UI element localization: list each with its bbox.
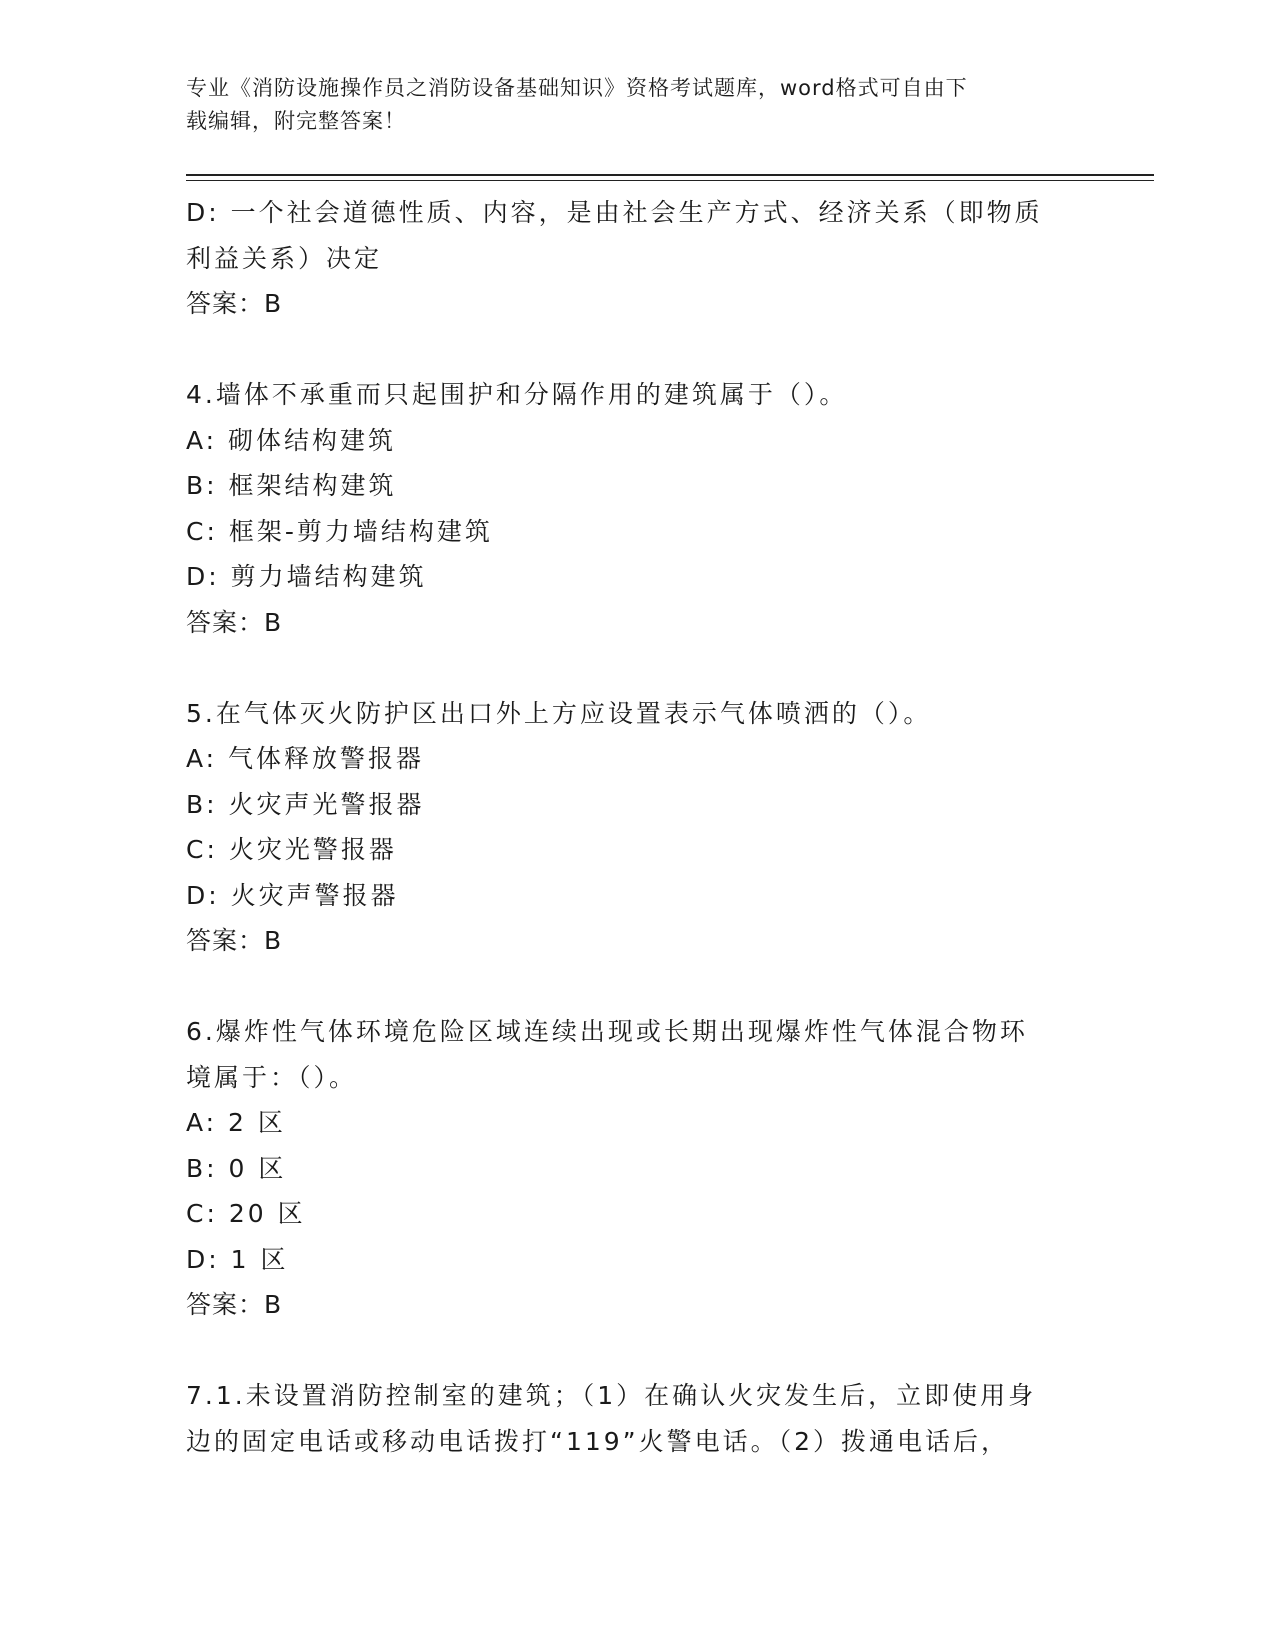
question-7 bbox=[186, 1373, 1086, 1464]
option-d-continued: 利益关系）决定 bbox=[186, 243, 383, 273]
question-text: 6.爆炸性气体环境危险区域连续出现或长期出现爆炸性气体混合物环 bbox=[186, 1017, 1028, 1046]
header-rule-thick bbox=[186, 174, 1154, 176]
question-text-continued: 境属于：（）。 bbox=[186, 1062, 358, 1092]
header-rule-thin bbox=[186, 180, 1154, 181]
option-d: D: 1 区 bbox=[186, 1244, 289, 1274]
document-body bbox=[186, 190, 1086, 1464]
question-3-tail bbox=[186, 190, 1086, 327]
option-a: A: 砌体结构建筑 bbox=[186, 425, 397, 455]
option-c: C: 20 区 bbox=[186, 1199, 306, 1228]
option-b: B: 火灾声光警报器 bbox=[186, 789, 425, 819]
option-a: A: 气体释放警报器 bbox=[186, 744, 425, 773]
question-6 bbox=[186, 1009, 1086, 1328]
option-d: D: 一个社会道德性质、内容，是由社会生产方式、经济关系（即物质 bbox=[186, 198, 1043, 227]
spacer bbox=[186, 327, 1086, 373]
question-text: 7.1.未设置消防控制室的建筑；（1）在确认火灾发生后，立即使用身 bbox=[186, 1381, 1037, 1410]
question-text-continued: 边的固定电话或移动电话拨打“119”火警电话。（2）拨通电话后， bbox=[186, 1426, 1010, 1456]
option-b: B: 框架结构建筑 bbox=[186, 471, 397, 500]
question-4 bbox=[186, 372, 1086, 645]
answer-line: 答案：B bbox=[186, 607, 283, 637]
option-d: D: 火灾声警报器 bbox=[186, 880, 399, 910]
spacer bbox=[186, 964, 1086, 1010]
spacer bbox=[186, 645, 1086, 691]
question-text: 5.在气体灭火防护区出口外上方应设置表示气体喷洒的（）。 bbox=[186, 698, 932, 728]
option-a: A: 2 区 bbox=[186, 1108, 286, 1137]
document-header bbox=[186, 72, 1086, 138]
question-text: 4.墙体不承重而只起围护和分隔作用的建筑属于（）。 bbox=[186, 380, 848, 409]
option-c: C: 火灾光警报器 bbox=[186, 835, 397, 864]
answer-line: 答案：B bbox=[186, 926, 283, 955]
header-line-1: 专业《消防设施操作员之消防设备基础知识》资格考试题库，word格式可自由下 bbox=[186, 76, 968, 100]
header-line-2: 载编辑，附完整答案！ bbox=[186, 109, 406, 133]
question-5 bbox=[186, 691, 1086, 964]
answer-line: 答案：B bbox=[186, 289, 283, 318]
spacer bbox=[186, 1328, 1086, 1374]
option-b: B: 0 区 bbox=[186, 1153, 287, 1183]
option-c: C: 框架-剪力墙结构建筑 bbox=[186, 516, 493, 546]
option-d: D: 剪力墙结构建筑 bbox=[186, 562, 427, 591]
answer-line: 答案：B bbox=[186, 1290, 283, 1319]
